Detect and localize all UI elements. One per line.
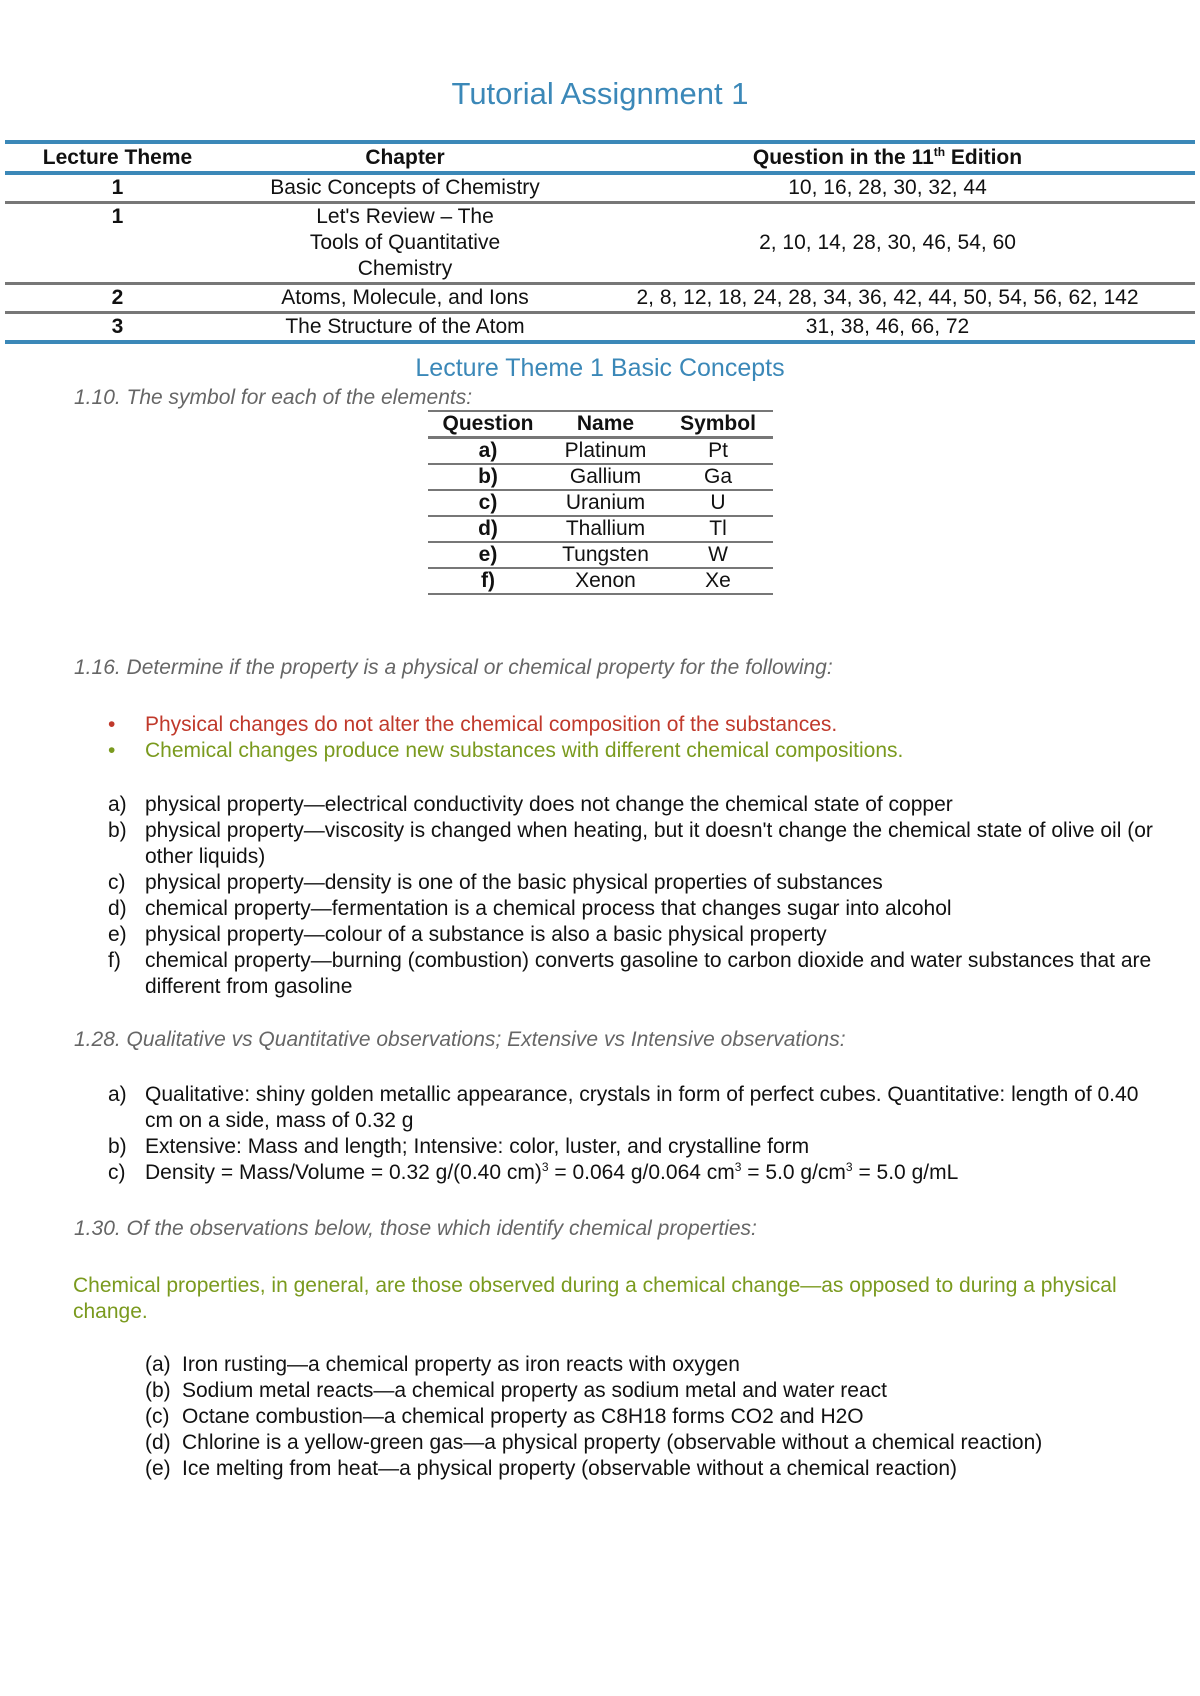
item-text: Ice melting from heat—a physical property (observable without a chemical reaction) xyxy=(182,1457,958,1480)
item-text: Extensive: Mass and length; Intensive: color, luster, and crystalline form xyxy=(145,1135,810,1158)
item-label: f) xyxy=(108,949,121,972)
item-label: (e) xyxy=(145,1457,171,1480)
bullet-text: Chemical changes produce new substances with different chemical compositions. xyxy=(145,739,904,762)
q-cell: c) xyxy=(478,491,498,514)
symbol-cell: Xe xyxy=(705,569,731,592)
elements-table xyxy=(428,410,773,595)
name-cell: Uranium xyxy=(565,491,646,514)
question-1-16-title: 1.16. Determine if the property is a physical or chemical property for the following: xyxy=(74,656,833,679)
name-cell: Platinum xyxy=(564,439,647,462)
item-text: physical property—viscosity is changed when heating, but it doesn't change the chemical state of olive oil (or other liquids) xyxy=(145,819,1153,868)
symbol-cell: U xyxy=(710,491,726,514)
theme-cell: 2 xyxy=(111,286,124,309)
item-label: a) xyxy=(108,1083,127,1106)
density-item xyxy=(108,1160,1158,1186)
q-cell: b) xyxy=(478,465,498,488)
item-label: b) xyxy=(108,1135,127,1158)
answers-1-30 xyxy=(145,1352,1195,1482)
item-text: physical property—density is one of the basic physical properties of substances xyxy=(145,871,883,894)
item-text: physical property—electrical conductivity does not change the chemical state of copper xyxy=(145,793,953,816)
question-1-30-title: 1.30. Of the observations below, those which identify chemical properties: xyxy=(74,1217,757,1240)
item-text: chemical property—burning (combustion) converts gasoline to carbon dioxide and water substances that are different from gasoline xyxy=(145,949,1152,998)
header-lecture-theme: Lecture Theme xyxy=(42,145,193,169)
list-item xyxy=(108,818,1158,870)
density-formula: Density = Mass/Volume = 0.32 g/(0.40 cm)$^3$ = 0.064 g/0.064 $cm^3 = 5.0$ $g/cm^3 = 5.0$ g/mL xyxy=(145,1160,959,1184)
bullet-icon: • xyxy=(108,739,116,762)
item-text: chemical property—fermentation is a chemical process that changes sugar into alcohol xyxy=(145,897,952,920)
bullet-item xyxy=(108,712,1158,738)
theme-cell: 1 xyxy=(111,205,124,228)
item-label: c) xyxy=(108,1161,126,1184)
item-label: b) xyxy=(108,819,127,842)
chapter-cell: Let's Review – The Tools of Quantitative Chemistry xyxy=(309,205,501,280)
item-label: (c) xyxy=(145,1405,170,1428)
item-label: e) xyxy=(108,923,127,946)
header-symbol: Symbol xyxy=(680,412,756,435)
table-row xyxy=(428,438,773,465)
table-row xyxy=(428,490,773,516)
table-row xyxy=(428,568,773,594)
list-item xyxy=(108,1082,1158,1134)
chapter-cell: Atoms, Molecule, and Ions xyxy=(281,286,529,309)
bullet-item xyxy=(108,738,1158,764)
symbol-cell: Pt xyxy=(708,439,728,462)
table-row xyxy=(428,464,773,490)
questions-cell: 31, 38, 46, 66, 72 xyxy=(805,315,970,338)
assignment-table xyxy=(5,140,1195,344)
name-cell: Tungsten xyxy=(562,543,649,566)
list-item xyxy=(108,1134,1158,1160)
property-bullets xyxy=(108,712,1158,764)
bullet-icon: • xyxy=(108,713,116,736)
q-cell: d) xyxy=(478,517,498,540)
list-item xyxy=(145,1404,1195,1430)
header-chapter: Chapter xyxy=(365,145,445,169)
symbol-cell: Ga xyxy=(703,465,732,488)
list-item xyxy=(108,870,1158,896)
item-text: Sodium metal reacts—a chemical property as sodium metal and water react xyxy=(182,1379,887,1402)
list-item xyxy=(145,1378,1195,1404)
answers-1-28 xyxy=(108,1082,1158,1186)
section-heading: Lecture Theme 1 Basic Concepts xyxy=(415,354,785,382)
item-text: Qualitative: shiny golden metallic appearance, crystals in form of perfect cubes. Quantitative: length of 0.40 cm on a side, mass of 0.32 g xyxy=(145,1083,1139,1132)
list-item xyxy=(108,792,1158,818)
questions-cell: 2, 8, 12, 18, 24, 28, 34, 36, 42, 44, 50, 54, 56, 62, 142 xyxy=(636,286,1139,309)
name-cell: Thallium xyxy=(565,517,646,540)
item-label: (d) xyxy=(145,1431,171,1454)
question-1-28-title: 1.28. Qualitative vs Quantitative observations; Extensive vs Intensive observations: xyxy=(74,1028,846,1051)
table-header-row xyxy=(5,142,1195,173)
table-row xyxy=(5,313,1195,343)
document-title: Tutorial Assignment 1 xyxy=(451,76,749,111)
theme-cell: 1 xyxy=(111,176,124,199)
list-item xyxy=(108,896,1158,922)
item-label: c) xyxy=(108,871,126,894)
chemical-properties-note: Chemical properties, in general, are those observed during a chemical change—as opposed to during a physical change. xyxy=(73,1274,1117,1323)
q-cell: f) xyxy=(481,569,495,592)
chapter-cell: Basic Concepts of Chemistry xyxy=(270,176,540,199)
symbol-cell: Tl xyxy=(709,517,727,540)
item-text: Octane combustion—a chemical property as C8H18 forms CO2 and H2O xyxy=(182,1405,864,1428)
item-label: a) xyxy=(108,793,127,816)
header-questions: Question in the 11th Edition xyxy=(752,144,1023,169)
item-text: Iron rusting—a chemical property as iron reacts with oxygen xyxy=(182,1353,740,1376)
table-row xyxy=(5,203,1195,284)
table-row xyxy=(428,516,773,542)
list-item xyxy=(108,948,1158,1000)
table-row xyxy=(428,542,773,568)
theme-cell: 3 xyxy=(111,315,124,338)
list-item xyxy=(108,922,1158,948)
question-1-10-title: 1.10. The symbol for each of the elements: xyxy=(74,386,473,409)
name-cell: Xenon xyxy=(575,569,636,592)
item-text: physical property—colour of a substance is also a basic physical property xyxy=(145,923,827,946)
item-text: Chlorine is a yellow-green gas—a physical property (observable without a chemical reaction) xyxy=(182,1431,1043,1454)
table-row xyxy=(5,284,1195,313)
item-label: d) xyxy=(108,897,127,920)
answers-1-16 xyxy=(108,792,1158,1000)
q-cell: e) xyxy=(478,543,498,566)
list-item xyxy=(145,1352,1195,1378)
header-name: Name xyxy=(576,412,635,435)
name-cell: Gallium xyxy=(569,465,642,488)
symbol-cell: W xyxy=(708,543,728,566)
q-cell: a) xyxy=(478,439,498,462)
questions-cell: 10, 16, 28, 30, 32, 44 xyxy=(788,176,987,199)
list-item xyxy=(145,1456,1195,1482)
item-label: (b) xyxy=(145,1379,171,1402)
item-label: (a) xyxy=(145,1353,171,1376)
questions-cell: 2, 10, 14, 28, 30, 46, 54, 60 xyxy=(759,231,1016,254)
header-question: Question xyxy=(442,412,534,435)
table-row xyxy=(5,173,1195,203)
chapter-cell: The Structure of the Atom xyxy=(285,315,525,338)
bullet-text: Physical changes do not alter the chemical composition of the substances. xyxy=(145,713,838,736)
list-item xyxy=(145,1430,1195,1456)
